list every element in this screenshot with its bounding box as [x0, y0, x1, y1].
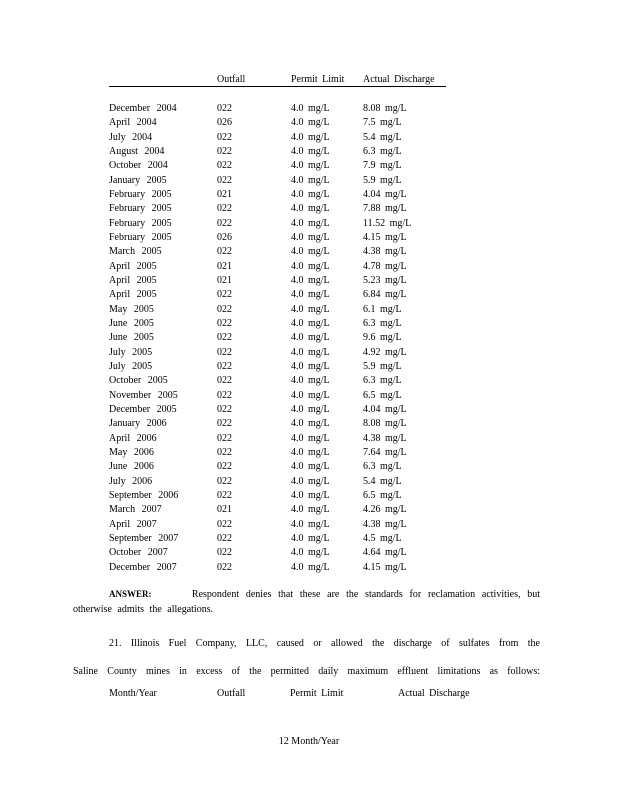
header-underline	[109, 86, 446, 87]
table2-header-outfall: Outfall	[217, 688, 246, 699]
row-permit-limit: 4.0 mg/L	[291, 461, 330, 473]
row-outfall: 022	[217, 561, 232, 573]
row-permit-limit: 4.0 mg/L	[291, 446, 330, 458]
row-date: April 2007	[109, 518, 157, 530]
row-permit-limit: 4.0 mg/L	[291, 547, 330, 559]
table2-header-permit-limit: Permit Limit	[290, 688, 344, 699]
row-outfall: 022	[217, 360, 232, 372]
table-row	[0, 417, 618, 431]
row-date: January 2006	[109, 418, 167, 430]
row-permit-limit: 4.0 mg/L	[291, 360, 330, 372]
row-outfall: 022	[217, 475, 232, 487]
row-permit-limit: 4.0 mg/L	[291, 160, 330, 172]
row-outfall: 022	[217, 217, 232, 229]
row-date: February 2005	[109, 231, 172, 243]
table-row	[0, 518, 618, 532]
table-row	[0, 475, 618, 489]
row-actual-discharge: 11.52 mg/L	[363, 217, 412, 229]
table2-header-month-year: Month/Year	[109, 688, 157, 699]
table-row	[0, 217, 618, 231]
header-permit-limit: Permit Limit	[291, 74, 345, 85]
row-actual-discharge: 6.5 mg/L	[363, 489, 402, 501]
row-actual-discharge: 7.64 mg/L	[363, 446, 407, 458]
table-row	[0, 546, 618, 560]
row-date: February 2005	[109, 188, 172, 200]
row-outfall: 022	[217, 160, 232, 172]
row-date: September 2007	[109, 532, 179, 544]
table-row	[0, 303, 618, 317]
row-date: May 2005	[109, 303, 154, 315]
page-footer: 12 Month/Year	[278, 736, 340, 747]
table-row	[0, 260, 618, 274]
row-actual-discharge: 6.5 mg/L	[363, 389, 402, 401]
row-permit-limit: 4.0 mg/L	[291, 117, 330, 129]
row-date: March 2005	[109, 246, 162, 258]
row-outfall: 022	[217, 389, 232, 401]
row-outfall: 022	[217, 131, 232, 143]
row-outfall: 022	[217, 332, 232, 344]
row-outfall: 022	[217, 432, 232, 444]
row-actual-discharge: 4.38 mg/L	[363, 432, 407, 444]
table-row	[0, 131, 618, 145]
row-permit-limit: 4.0 mg/L	[291, 403, 330, 415]
row-outfall: 022	[217, 103, 232, 114]
row-date: October 2007	[109, 547, 168, 559]
row-actual-discharge: 6.3 mg/L	[363, 317, 402, 329]
row-permit-limit: 4.0 mg/L	[291, 188, 330, 200]
row-actual-discharge: 4.15 mg/L	[363, 231, 407, 243]
row-date: April 2005	[109, 260, 157, 272]
table-row	[0, 389, 618, 403]
table-row	[0, 346, 618, 360]
row-permit-limit: 4.0 mg/L	[291, 231, 330, 243]
row-date: June 2005	[109, 317, 154, 329]
row-date: October 2005	[109, 375, 168, 387]
row-permit-limit: 4.0 mg/L	[291, 432, 330, 444]
row-actual-discharge: 9.6 mg/L	[363, 332, 402, 344]
row-outfall: 022	[217, 174, 232, 186]
row-permit-limit: 4.0 mg/L	[291, 246, 330, 258]
row-date: April 2006	[109, 432, 157, 444]
table-row	[0, 231, 618, 245]
row-date: June 2006	[109, 461, 154, 473]
row-actual-discharge: 4.04 mg/L	[363, 188, 407, 200]
row-actual-discharge: 8.08 mg/L	[363, 103, 407, 114]
row-outfall: 021	[217, 504, 232, 516]
table-row	[0, 503, 618, 517]
row-actual-discharge: 4.38 mg/L	[363, 518, 407, 530]
row-outfall: 022	[217, 518, 232, 530]
row-outfall: 022	[217, 375, 232, 387]
table-row	[0, 374, 618, 388]
table2-header-actual-discharge: Actual Discharge	[398, 688, 470, 699]
header-actual-discharge: Actual Discharge	[363, 74, 435, 85]
row-actual-discharge: 8.08 mg/L	[363, 418, 407, 430]
paragraph-21-line1: 21. Illinois Fuel Company, LLC, caused or allowed the discharge of sulfates from the	[109, 638, 540, 649]
row-outfall: 022	[217, 289, 232, 301]
answer-paragraph	[73, 587, 540, 617]
row-outfall: 026	[217, 231, 232, 243]
row-outfall: 022	[217, 203, 232, 215]
row-outfall: 021	[217, 188, 232, 200]
row-actual-discharge: 7.5 mg/L	[363, 117, 402, 129]
row-date: February 2005	[109, 217, 172, 229]
row-outfall: 022	[217, 532, 232, 544]
table-row	[0, 159, 618, 173]
row-permit-limit: 4.0 mg/L	[291, 489, 330, 501]
answer-line2: otherwise admits the allegations.	[73, 604, 214, 615]
table-row	[0, 145, 618, 159]
row-date: April 2005	[109, 274, 157, 286]
row-permit-limit: 4.0 mg/L	[291, 289, 330, 301]
table-row	[0, 446, 618, 460]
row-date: September 2006	[109, 489, 179, 501]
row-permit-limit: 4.0 mg/L	[291, 504, 330, 516]
table-row	[0, 245, 618, 259]
row-actual-discharge: 4.64 mg/L	[363, 547, 407, 559]
row-actual-discharge: 5.9 mg/L	[363, 360, 402, 372]
row-date: January 2005	[109, 174, 167, 186]
table-row	[0, 403, 618, 417]
row-permit-limit: 4.0 mg/L	[291, 518, 330, 530]
table-row	[0, 489, 618, 503]
row-actual-discharge: 6.84 mg/L	[363, 289, 407, 301]
row-outfall: 022	[217, 461, 232, 473]
row-permit-limit: 4.0 mg/L	[291, 103, 330, 114]
row-permit-limit: 4.0 mg/L	[291, 131, 330, 143]
row-outfall: 022	[217, 303, 232, 315]
row-date: December 2007	[109, 561, 177, 573]
row-date: July 2006	[109, 475, 153, 487]
row-permit-limit: 4.0 mg/L	[291, 260, 330, 272]
row-outfall: 022	[217, 145, 232, 157]
row-actual-discharge: 7.88 mg/L	[363, 203, 407, 215]
row-permit-limit: 4.0 mg/L	[291, 332, 330, 344]
row-outfall: 022	[217, 346, 232, 358]
row-actual-discharge: 5.23 mg/L	[363, 274, 407, 286]
row-date: July 2005	[109, 360, 153, 372]
table-row	[0, 102, 618, 116]
row-actual-discharge: 6.3 mg/L	[363, 375, 402, 387]
row-permit-limit: 4.0 mg/L	[291, 217, 330, 229]
row-permit-limit: 4.0 mg/L	[291, 389, 330, 401]
row-date: February 2005	[109, 203, 172, 215]
row-actual-discharge: 4.5 mg/L	[363, 532, 402, 544]
row-outfall: 022	[217, 317, 232, 329]
table-row	[0, 188, 618, 202]
discharge-table	[0, 102, 618, 575]
row-permit-limit: 4.0 mg/L	[291, 475, 330, 487]
row-actual-discharge: 4.78 mg/L	[363, 260, 407, 272]
row-actual-discharge: 6.3 mg/L	[363, 461, 402, 473]
row-actual-discharge: 4.26 mg/L	[363, 504, 407, 516]
row-actual-discharge: 4.15 mg/L	[363, 561, 407, 573]
header-outfall: Outfall	[217, 74, 246, 85]
row-permit-limit: 4.0 mg/L	[291, 532, 330, 544]
paragraph-21-line2: Saline County mines in excess of the permitted daily maximum effluent limitations as follows:	[73, 666, 540, 677]
table-row	[0, 432, 618, 446]
answer-label: ANSWER:	[109, 589, 152, 599]
row-actual-discharge: 7.9 mg/L	[363, 160, 402, 172]
row-actual-discharge: 6.3 mg/L	[363, 145, 402, 157]
table-row	[0, 174, 618, 188]
row-date: April 2005	[109, 289, 157, 301]
row-actual-discharge: 4.92 mg/L	[363, 346, 407, 358]
row-date: July 2005	[109, 346, 153, 358]
row-actual-discharge: 5.4 mg/L	[363, 131, 402, 143]
row-date: March 2007	[109, 504, 162, 516]
table-row	[0, 202, 618, 216]
row-permit-limit: 4.0 mg/L	[291, 274, 330, 286]
answer-line1: Respondent denies that these are the standards for reclamation activities, but	[191, 589, 540, 600]
row-date: July 2004	[109, 131, 153, 143]
row-outfall: 022	[217, 547, 232, 559]
row-permit-limit: 4.0 mg/L	[291, 174, 330, 186]
row-outfall: 022	[217, 246, 232, 258]
row-actual-discharge: 6.1 mg/L	[363, 303, 402, 315]
row-date: August 2004	[109, 145, 165, 157]
row-actual-discharge: 4.04 mg/L	[363, 403, 407, 415]
row-outfall: 022	[217, 489, 232, 501]
row-date: June 2005	[109, 332, 154, 344]
row-outfall: 022	[217, 446, 232, 458]
row-permit-limit: 4.0 mg/L	[291, 561, 330, 573]
row-date: May 2006	[109, 446, 154, 458]
row-actual-discharge: 5.4 mg/L	[363, 475, 402, 487]
row-outfall: 021	[217, 260, 232, 272]
table-row	[0, 532, 618, 546]
row-permit-limit: 4.0 mg/L	[291, 145, 330, 157]
row-actual-discharge: 5.9 mg/L	[363, 174, 402, 186]
row-permit-limit: 4.0 mg/L	[291, 418, 330, 430]
row-permit-limit: 4.0 mg/L	[291, 203, 330, 215]
table-row	[0, 331, 618, 345]
row-permit-limit: 4.0 mg/L	[291, 375, 330, 387]
row-outfall: 021	[217, 274, 232, 286]
table-row	[0, 288, 618, 302]
row-permit-limit: 4.0 mg/L	[291, 317, 330, 329]
row-permit-limit: 4.0 mg/L	[291, 346, 330, 358]
table-row	[0, 116, 618, 130]
table-row	[0, 317, 618, 331]
row-date: April 2004	[109, 117, 157, 129]
row-actual-discharge: 4.38 mg/L	[363, 246, 407, 258]
row-date: December 2004	[109, 103, 177, 114]
table-row	[0, 274, 618, 288]
table-row	[0, 360, 618, 374]
row-outfall: 022	[217, 418, 232, 430]
paragraph-21	[73, 630, 540, 686]
row-outfall: 026	[217, 117, 232, 129]
table-row	[0, 460, 618, 474]
row-date: December 2005	[109, 403, 177, 415]
row-outfall: 022	[217, 403, 232, 415]
row-date: November 2005	[109, 389, 178, 401]
table-row	[0, 561, 618, 575]
row-date: October 2004	[109, 160, 168, 172]
row-permit-limit: 4.0 mg/L	[291, 303, 330, 315]
